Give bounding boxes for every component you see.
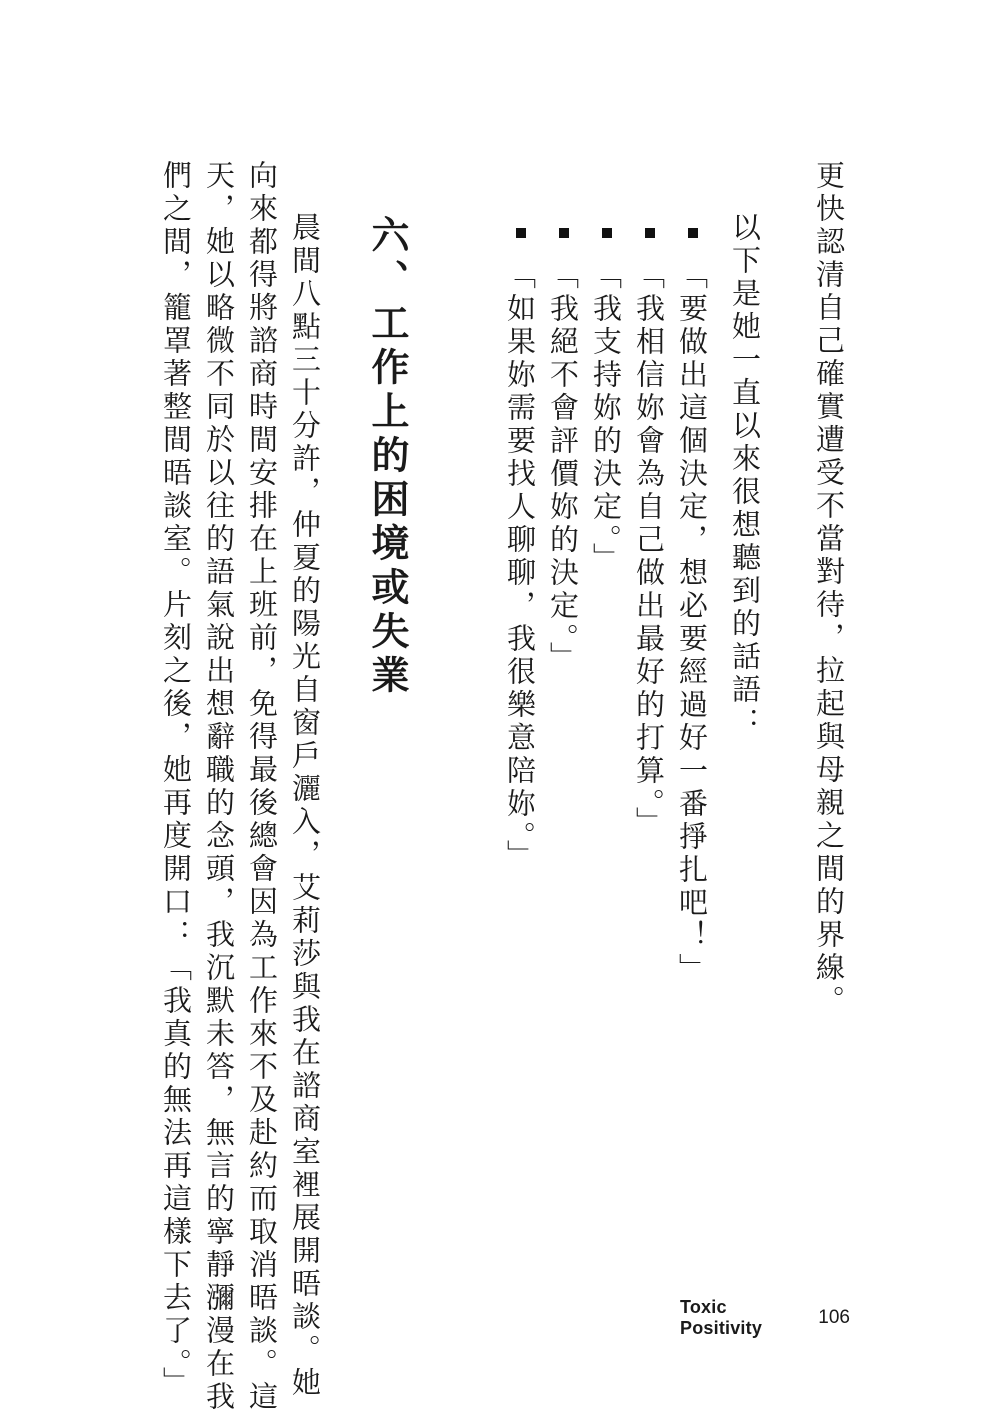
continuation-line: 更快認清自己確實遭受不當對待，拉起與母親之間的界線。 xyxy=(812,160,846,1018)
square-bullet-icon xyxy=(602,228,612,238)
quote-text: 「如果妳需要找人聊聊，我很樂意陪妳。」 xyxy=(503,260,537,873)
quote-text: 「我絕不會評價妳的決定。」 xyxy=(546,260,580,675)
page-footer xyxy=(680,1297,850,1338)
quote-text: 「我支持妳的決定。」 xyxy=(589,260,623,576)
page-number: 106 xyxy=(818,1307,850,1328)
list-item xyxy=(634,228,664,840)
intro-line: 以下是她一直以來很想聽到的話語： xyxy=(728,212,762,740)
list-item xyxy=(677,228,707,986)
section-heading: 六、工作上的困境或失業 xyxy=(365,215,409,699)
paragraph-line: 晨間八點三十分許，仲夏的陽光自窗戶灑入，艾莉莎與我在諮商室裡展開晤談。她 xyxy=(288,212,322,1400)
list-item xyxy=(505,228,535,873)
list-item xyxy=(591,228,621,576)
square-bullet-icon xyxy=(516,228,526,238)
paragraph-line: 們之間，籠罩著整間晤談室。片刻之後，她再度開口：「我真的無法再這樣下去了。」 xyxy=(159,160,193,1400)
quote-text: 「我相信妳會為自己做出最好的打算。」 xyxy=(632,260,666,840)
paragraph-line: 天，她以略微不同於以往的語氣說出想辭職的念頭，我沉默未答，無言的寧靜瀰漫在我 xyxy=(202,160,236,1414)
paragraph-line: 向來都得將諮商時間安排在上班前，免得最後總會因為工作來不及赴約而取消晤談。這 xyxy=(245,160,279,1414)
square-bullet-icon xyxy=(645,228,655,238)
list-item xyxy=(548,228,578,675)
square-bullet-icon xyxy=(559,228,569,238)
quote-text: 「要做出這個決定，想必要經過好一番掙扎吧！」 xyxy=(675,260,709,986)
square-bullet-icon xyxy=(688,228,698,238)
book-title: Toxic Positivity xyxy=(680,1297,763,1338)
